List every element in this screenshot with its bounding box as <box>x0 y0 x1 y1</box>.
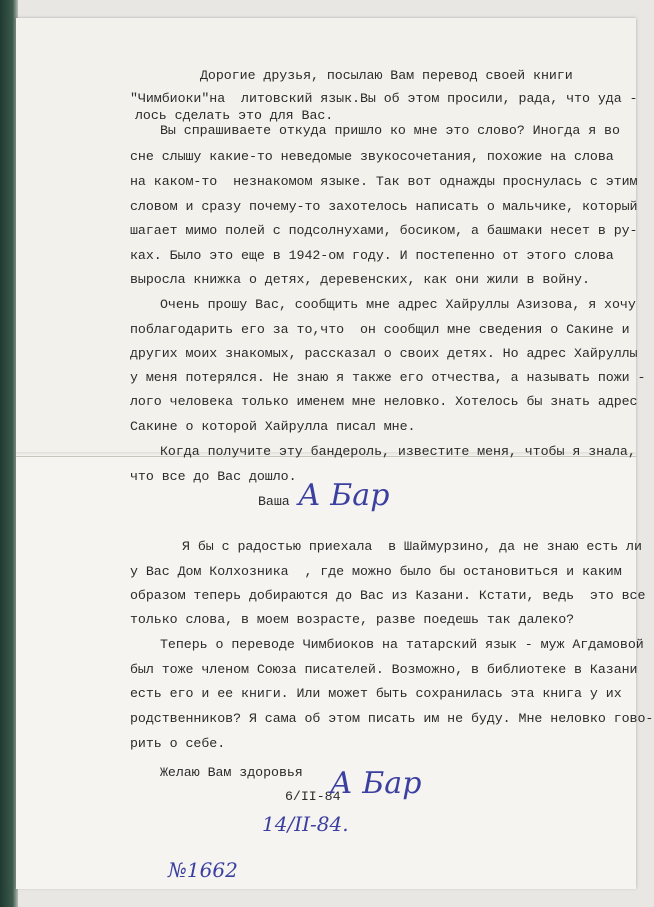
text-line: у Вас Дом Колхозника , где можно было бы остановиться и каким <box>130 564 622 579</box>
signature: А Бар <box>298 478 390 513</box>
text-line: поблагодарить его за то,что он сообщил мне сведения о Сакине и <box>130 322 630 337</box>
text-line: образом теперь добираются до Вас из Казани. Кстати, ведь это все <box>130 588 646 603</box>
handwritten-date: 14/II-84. <box>262 812 349 836</box>
archive-number: №1662 <box>168 858 238 882</box>
text-line: лось сделать это для Вас. <box>135 108 334 123</box>
text-line: есть его и ее книги. Или может быть сохранилась эта книга у их <box>130 686 622 701</box>
text-line: Когда получите эту бандероль, известите меня, чтобы я знала, <box>160 444 636 459</box>
text-line: Я бы с радостью приехала в Шаймурзино, да не знаю есть ли <box>182 539 642 554</box>
text-line: Дорогие друзья, посылаю Вам перевод своей книги <box>200 68 573 83</box>
text-line: ках. Было это еще в 1942-ом году. И постепенно от этого слова <box>130 248 614 263</box>
text-line: что все до Вас дошло. <box>130 469 297 484</box>
text-line: на каком-то незнакомом языке. Так вот однажды проснулась с этим <box>130 174 638 189</box>
text-line: словом и сразу почему-то захотелось написать о мальчике, который <box>130 199 638 214</box>
text-line: других моих знакомых, рассказал о своих детях. Но адрес Хайруллы <box>130 346 638 361</box>
typed-date: 6/II-84 <box>285 789 341 804</box>
text-line: Очень прошу Вас, сообщить мне адрес Хайруллы Азизова, я хочу <box>160 297 636 312</box>
closing-text: Ваша <box>258 494 290 509</box>
text-line: Сакине о которой Хайрулла писал мне. <box>130 419 416 434</box>
text-line: был тоже членом Союза писателей. Возможно, в библиотеке в Казани <box>130 662 638 677</box>
text-line: Теперь о переводе Чимбиоков на татарский язык - муж Агдамовой <box>160 637 644 652</box>
text-line: шагает мимо полей с подсолнухами, босиком, а башмаки несет в ру- <box>130 223 638 238</box>
text-line: сне слышу какие-то неведомые звукосочетания, похожие на слова <box>130 149 614 164</box>
text-line: рить о себе. <box>130 736 226 751</box>
signature-second: А Бар <box>330 766 422 801</box>
text-line: "Чимбиоки"на литовский язык.Вы об этом просили, рада, что уда - <box>130 91 638 106</box>
text-line: лого человека только именем мне неловко. Хотелось бы знать адрес <box>130 394 638 409</box>
text-line: только слова, в моем возрасте, разве поедешь так далеко? <box>130 612 575 627</box>
text-line: Вы спрашиваете откуда пришло ко мне это слово? Иногда я во <box>160 123 620 138</box>
text-line: Желаю Вам здоровья <box>160 765 303 780</box>
text-line: у меня потерялся. Не знаю я также его отчества, а называть пожи - <box>130 370 646 385</box>
text-line: родственников? Я сама об этом писать им не буду. Мне неловко гово- <box>130 711 654 726</box>
text-line: выросла книжка о детях, деревенских, как они жили в войну. <box>130 272 590 287</box>
